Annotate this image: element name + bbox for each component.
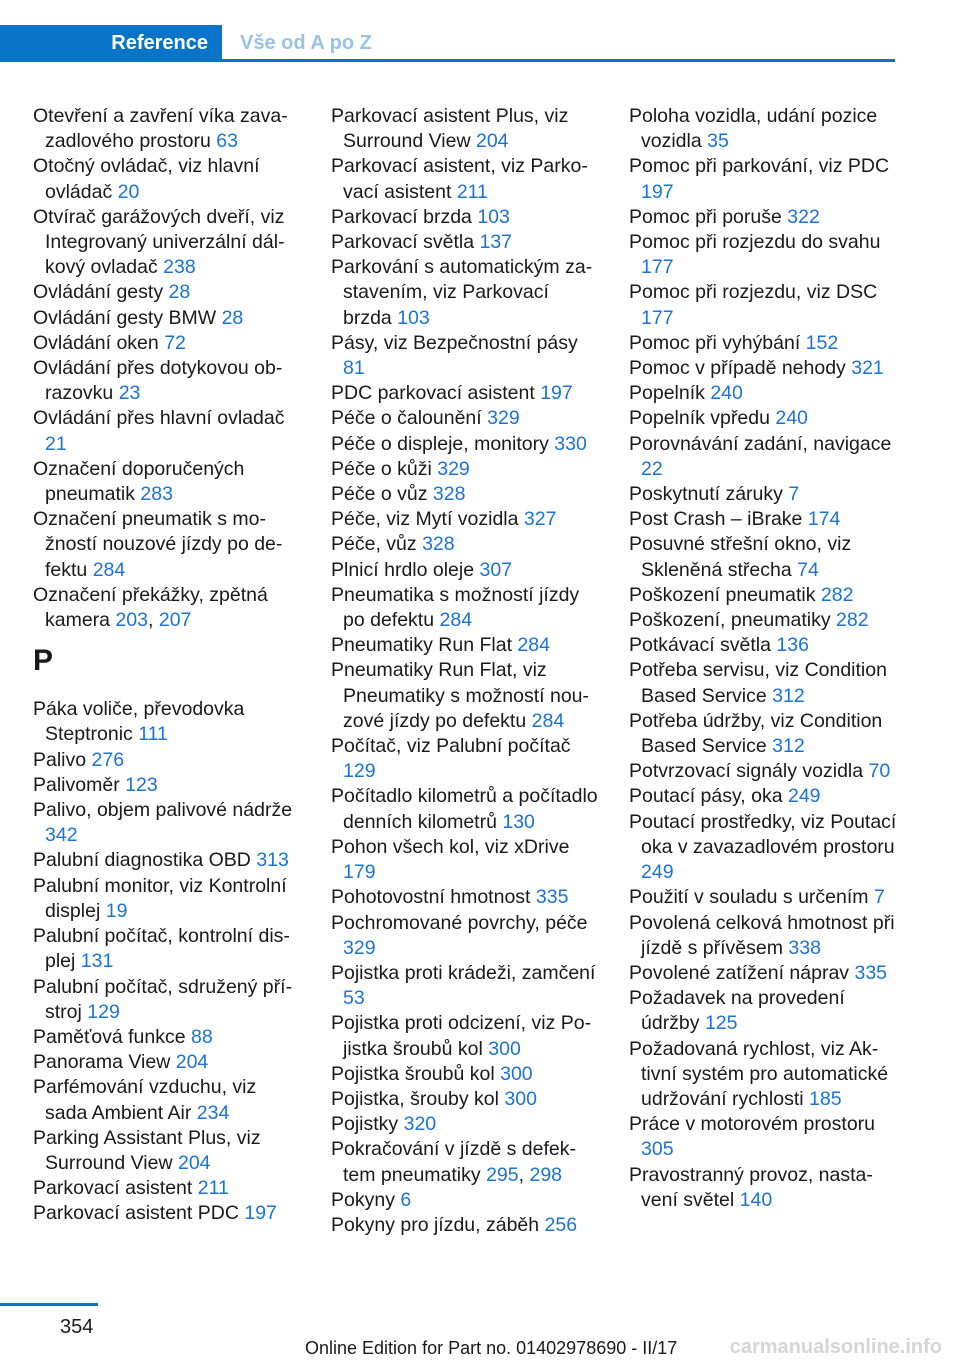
index-entry	[629, 280, 899, 330]
index-entry-term: Pojistka šroubů kol	[331, 1062, 495, 1085]
index-entry-term: Povolené zatížení náprav	[629, 961, 850, 984]
page-link[interactable]: 328	[422, 533, 455, 556]
index-entry	[629, 532, 899, 582]
index-entry-term: Otočný ovládač, viz hlavní ovládač	[33, 155, 260, 203]
page-link[interactable]: 136	[776, 634, 809, 657]
index-entry	[331, 507, 599, 532]
index-entry-term: Pomoc v případě nehody	[629, 357, 846, 380]
index-entry-term: Paměťová funkce	[33, 1025, 186, 1048]
index-entry	[331, 911, 599, 961]
page-link[interactable]: 342	[45, 824, 78, 847]
index-entry	[331, 381, 599, 406]
page-link[interactable]: 249	[641, 861, 674, 884]
index-entry	[33, 154, 301, 204]
index-entry-term: Pneumatiky Run Flat	[331, 634, 512, 657]
index-entry-term: Označení překážky, zpětná kamera	[33, 583, 268, 632]
index-entry	[629, 583, 899, 608]
page-link[interactable]: 152	[805, 331, 839, 354]
page-link[interactable]: 295	[486, 1163, 519, 1186]
index-entry	[331, 1112, 599, 1137]
index-entry	[331, 154, 599, 204]
index-entry	[629, 482, 899, 507]
index-entry-term: Počítadlo kilometrů a počítadlo denních kilometrů	[331, 785, 598, 833]
index-entry-term: Palivo, objem palivové nádrže	[33, 799, 293, 822]
page-link[interactable]: 203	[115, 609, 148, 632]
page-link[interactable]: 307	[479, 558, 513, 581]
index-entry	[331, 532, 599, 557]
page-link[interactable]: 28	[221, 306, 244, 329]
index-entry	[331, 633, 599, 658]
index-entry	[629, 230, 899, 280]
index-entry	[629, 1037, 899, 1113]
page-link[interactable]: 140	[739, 1188, 773, 1211]
index-entry	[331, 230, 599, 255]
page-link[interactable]: 338	[788, 936, 821, 959]
page-link[interactable]: 177	[641, 256, 674, 279]
index-entry	[629, 810, 899, 886]
index-entry	[331, 1011, 599, 1061]
tab-a-to-z[interactable]: Vše od A po Z	[240, 32, 372, 54]
page-link[interactable]: 282	[836, 609, 869, 632]
page-link[interactable]: 256	[544, 1213, 578, 1236]
index-entry-term: Otvírač garážových dveří, viz Integrovaný univerzální dálkový ovladač	[33, 205, 285, 279]
index-entry-term: Poškození, pneumatiky	[629, 609, 831, 632]
index-column-1	[33, 104, 301, 1227]
index-entry	[331, 1213, 599, 1238]
index-entry-term: Parkovací asistent	[33, 1177, 193, 1200]
index-entry	[33, 975, 301, 1025]
index-entry	[331, 432, 599, 457]
page-link[interactable]: 240	[775, 407, 808, 430]
index-entry	[331, 961, 599, 1011]
index-entry	[629, 1163, 899, 1213]
page-link[interactable]: 283	[140, 483, 173, 506]
index-entry	[33, 1075, 301, 1125]
index-entry-term: Poutací prostředky, viz Poutací oka v zavazadlovém prostoru	[629, 810, 897, 858]
index-entry-term: Péče o čalounění	[331, 407, 482, 430]
index-entry	[33, 1126, 301, 1176]
index-entry-term: Požadavek na provedení údržby	[629, 987, 845, 1035]
index-entry	[331, 205, 599, 230]
page-link[interactable]: 322	[787, 205, 820, 228]
index-entry	[33, 697, 301, 747]
index-entry-term: Označení doporučených pneumatik	[33, 457, 245, 506]
tab-reference[interactable]: Reference	[0, 25, 222, 62]
page-link[interactable]: 204	[175, 1051, 209, 1074]
index-entry	[331, 1087, 599, 1112]
index-entry-term: Palubní počítač, sdružený přístroj	[33, 975, 293, 1023]
index-entry	[33, 205, 301, 281]
page-link[interactable]: 207	[158, 609, 192, 632]
index-entry-term: Ovládání přes hlavní ovladač	[33, 407, 285, 430]
page-link[interactable]: 21	[45, 432, 67, 455]
index-entry-term: Palivo	[33, 748, 87, 771]
index-entry	[629, 658, 899, 708]
page-link[interactable]: 313	[256, 849, 289, 872]
page-link[interactable]: 174	[807, 508, 841, 531]
page-link[interactable]: 19	[105, 899, 128, 922]
index-entry	[331, 104, 599, 154]
page-link[interactable]: 129	[87, 1000, 120, 1023]
index-entry-term: Palivoměr	[33, 773, 120, 796]
page-link[interactable]: 300	[500, 1062, 533, 1085]
index-entry-term: Post Crash – iBrake	[629, 508, 803, 531]
index-entry-term: Parkovací světla	[331, 231, 475, 254]
index-entry-term: Pomoc při rozjezdu do svahu	[629, 231, 881, 254]
index-entry	[33, 1050, 301, 1075]
index-entry-term: Posuvné střešní okno, viz Skleněná střecha	[629, 533, 852, 581]
page-link[interactable]: 234	[196, 1101, 230, 1124]
index-entry-term: Parkovací brzda	[331, 205, 472, 228]
index-entry-term: Péče, viz Mytí vozidla	[331, 508, 519, 531]
page-link[interactable]: 125	[704, 1012, 738, 1035]
index-entry-term: Pomoc při rozjezdu, viz DSC	[629, 281, 878, 304]
index-entry-term: Otevření a zavření víka zavazadlového prostoru	[33, 105, 288, 153]
page-link[interactable]: 328	[432, 483, 466, 506]
index-entry	[629, 759, 899, 784]
index-entry-term: Poskytnutí záruky	[629, 483, 783, 506]
index-entry	[331, 482, 599, 507]
footer-accent-line	[0, 1303, 98, 1306]
page-link[interactable]: 74	[797, 558, 819, 581]
page-link[interactable]: 23	[118, 382, 141, 405]
index-entry	[33, 507, 301, 583]
page-link[interactable]: 6	[400, 1188, 412, 1211]
page-link[interactable]: 282	[820, 583, 854, 606]
page-link[interactable]: 329	[487, 407, 520, 430]
index-entry-term: Poutací pásy, oka	[629, 785, 783, 808]
index-entry	[33, 798, 301, 848]
index-entry	[629, 986, 899, 1036]
page-link[interactable]: 312	[772, 735, 805, 758]
page-link[interactable]: 330	[554, 432, 587, 455]
index-entry-term: Pochromované povrchy, péče	[331, 911, 588, 934]
page-link[interactable]: 276	[91, 748, 125, 771]
page-link[interactable]: 284	[531, 709, 565, 732]
index-entry-term: Péče, vůz	[331, 533, 417, 556]
page-link[interactable]: 335	[854, 961, 888, 984]
index-entry-term: Pojistka proti krádeži, zamčení	[331, 961, 596, 984]
index-entry	[33, 1201, 301, 1226]
index-entry-term: Potvrzovací signály vozidla	[629, 760, 864, 783]
index-entry-term: Péče o displeje, monitory	[331, 432, 549, 455]
index-entry-term: Ovládání gesty BMW	[33, 306, 217, 329]
index-entry	[33, 773, 301, 798]
index-entry-term: Požadovaná rychlost, viz Aktivní systém pro automatické udržování rychlosti	[629, 1037, 889, 1110]
page-link[interactable]: 22	[641, 457, 663, 480]
index-entry: Označení překážky, zpětná kamera 203, 207	[33, 583, 268, 632]
index-entry	[331, 1062, 599, 1087]
page-link[interactable]: 179	[343, 861, 376, 884]
index-entry-term: Parkovací asistent, viz Parkovací asistent	[331, 155, 588, 203]
page-link[interactable]: 284	[92, 558, 126, 581]
page-link[interactable]: 129	[343, 760, 376, 783]
page-link[interactable]: 329	[437, 457, 470, 480]
page-link[interactable]: 197	[540, 382, 573, 405]
index-entry	[331, 558, 599, 583]
index-entry-term: Péče o kůži	[331, 457, 432, 480]
index-entry-term: Parkování s automatickým zastavením, viz Parkovací brzda	[331, 256, 593, 329]
index-entry-term: Označení pneumatik s možností nouzové jízdy po defektu	[33, 508, 283, 581]
index-entry-term: Palubní monitor, viz Kontrolní displej	[33, 874, 287, 922]
index-entry	[331, 734, 599, 784]
index-entry-term: Potkávací světla	[629, 634, 771, 657]
index-entry-term: Pokračování v jízdě s defektem pneumatiky	[331, 1138, 576, 1186]
page-link[interactable]: 197	[641, 180, 674, 203]
index-entry	[331, 406, 599, 431]
index-entry	[629, 154, 899, 204]
page-link[interactable]: 103	[397, 306, 430, 329]
index-entry	[331, 331, 599, 381]
index-entry-term: PDC parkovací asistent	[331, 382, 535, 405]
index-entry	[331, 457, 599, 482]
index-entry	[629, 406, 899, 431]
page-link[interactable]: 70	[868, 760, 891, 783]
index-entry-term: Páka voliče, převodovka Steptronic	[33, 698, 245, 746]
index-entry-term: Pohon všech kol, viz xDrive	[331, 835, 570, 858]
index-entry-term: Palubní počítač, kontrolní displej	[33, 925, 290, 973]
index-entry-term: Pojistka, šrouby kol	[331, 1087, 499, 1110]
index-entry-term: Palubní diagnostika OBD	[33, 849, 251, 872]
index-entry-term: Parking Assistant Plus, viz Surround View	[33, 1126, 261, 1174]
index-column-2	[331, 104, 599, 1238]
index-entry	[33, 280, 301, 305]
index-entry-term: Pokyny pro jízdu, záběh	[331, 1213, 540, 1236]
index-entry-term: Pojistka proti odcizení, viz Pojistka šroubů kol	[331, 1012, 592, 1060]
index-entry-term: Panorama View	[33, 1051, 171, 1074]
index-entry	[629, 432, 899, 482]
index-entry	[33, 306, 301, 331]
page-link[interactable]: 177	[641, 306, 674, 329]
page-link[interactable]: 53	[343, 987, 365, 1010]
index-entry-term: Parkovací asistent PDC	[33, 1202, 239, 1225]
index-entry	[629, 784, 899, 809]
index-entry: Pokračování v jízdě s defektem pneumatiky 295, 298	[331, 1138, 576, 1186]
page-link[interactable]: 329	[343, 936, 376, 959]
index-entry-term: Pohotovostní hmotnost	[331, 886, 531, 909]
index-entry-term: Povolená celková hmotnost při jízdě s přívěsem	[629, 911, 895, 959]
index-entry	[629, 1112, 899, 1162]
index-entry-term: Parfémování vzduchu, viz sada Ambient Air	[33, 1076, 257, 1124]
index-entry-term: Popelník	[629, 382, 705, 405]
index-entry-term: Popelník vpředu	[629, 407, 770, 430]
index-entry	[33, 874, 301, 924]
index-entry	[33, 406, 301, 456]
page-link[interactable]: 20	[117, 180, 140, 203]
page-link[interactable]: 298	[529, 1163, 563, 1186]
index-entry-term: Počítač, viz Palubní počítač	[331, 735, 571, 758]
page-link[interactable]: 197	[244, 1202, 277, 1225]
page-link[interactable]: 300	[488, 1037, 521, 1060]
page-number: 354	[60, 1316, 94, 1338]
index-entry	[33, 1025, 301, 1050]
index-entry-term: Použití v souladu s určením	[629, 886, 869, 909]
index-entry	[33, 104, 301, 154]
index-entry	[33, 848, 301, 873]
page-link[interactable]: 63	[216, 130, 238, 153]
index-entry-term: Ovládání přes dotykovou obrazovku	[33, 357, 283, 405]
index-entry	[629, 104, 899, 154]
page-link[interactable]: 72	[164, 331, 186, 354]
page-link[interactable]: 185	[809, 1087, 842, 1110]
index-entry	[629, 356, 899, 381]
index-entry-term: Potřeba servisu, viz Condition Based Service	[629, 659, 887, 707]
index-entry	[33, 748, 301, 773]
index-entry-term: Porovnávání zadání, navigace	[629, 432, 892, 455]
page-link[interactable]: 284	[439, 609, 473, 632]
page-link[interactable]: 211	[197, 1177, 229, 1200]
index-entry-term: Poloha vozidla, udání pozice vozidla	[629, 105, 878, 153]
page-link[interactable]: 35	[707, 130, 729, 153]
page-link[interactable]: 204	[177, 1151, 211, 1174]
index-entry-term: Práce v motorovém prostoru	[629, 1113, 876, 1136]
index-entry	[331, 835, 599, 885]
page-link[interactable]: 137	[479, 231, 513, 254]
page-link[interactable]: 335	[535, 886, 569, 909]
watermark: carmanualsonline.info	[729, 1336, 942, 1358]
page-link[interactable]: 7	[788, 483, 800, 506]
header-bar	[0, 0, 960, 62]
page-link[interactable]: 131	[80, 950, 114, 973]
page-link[interactable]: 327	[523, 508, 557, 531]
index-entry	[331, 583, 599, 633]
index-entry	[629, 911, 899, 961]
index-entry-term: Pojistky	[331, 1113, 399, 1136]
index-entry	[629, 205, 899, 230]
index-entry	[331, 1188, 599, 1213]
page-link[interactable]: 81	[343, 357, 365, 380]
index-column-3	[629, 104, 899, 1213]
index-entry	[331, 658, 599, 734]
index-entry	[629, 507, 899, 532]
index-entry-term: Pneumatika s možností jízdy po defektu	[331, 583, 580, 632]
index-entry	[33, 356, 301, 406]
index-entry-term: Pásy, viz Bezpečnostní pásy	[331, 331, 578, 354]
index-entry-term: Pomoc při parkování, viz PDC	[629, 155, 890, 178]
edition-note: Online Edition for Part no. 01402978690 - II/17	[305, 1338, 678, 1358]
index-entry	[33, 331, 301, 356]
index-entry-term: Pokyny	[331, 1188, 395, 1211]
index-entry	[629, 709, 899, 759]
index-entry-term: Potřeba údržby, viz Condition Based Service	[629, 709, 883, 758]
page-link[interactable]: 28	[168, 281, 191, 304]
page-link[interactable]: 249	[787, 785, 821, 808]
index-entry	[629, 608, 899, 633]
index-entry-term: Pomoc při poruše	[629, 205, 782, 228]
index-entry	[331, 885, 599, 910]
page-link[interactable]: 240	[710, 382, 743, 405]
index-entry-term: Plnicí hrdlo oleje	[331, 558, 475, 581]
section-heading: P	[33, 644, 54, 678]
page-link[interactable]: 300	[504, 1087, 537, 1110]
index-entry	[331, 255, 599, 331]
index-entry-term: Pneumatiky Run Flat, viz Pneumatiky s možností nouzové jízdy po defektu	[331, 659, 590, 732]
index-entry	[629, 885, 899, 910]
page-link[interactable]: 211	[456, 180, 488, 203]
index-entry	[33, 1176, 301, 1201]
page-link[interactable]: 312	[772, 684, 805, 707]
page-link[interactable]: 111	[138, 723, 168, 746]
index-entry	[331, 784, 599, 834]
index-entry	[629, 633, 899, 658]
page-link[interactable]: 103	[477, 205, 510, 228]
index-entry	[33, 924, 301, 974]
page-link[interactable]: 321	[851, 357, 884, 380]
index-entry-term: Parkovací asistent Plus, viz Surround View	[331, 105, 569, 153]
page-link[interactable]: 88	[191, 1025, 213, 1048]
page-link[interactable]: 123	[125, 773, 158, 796]
index-entry-term: Ovládání oken	[33, 331, 159, 354]
index-entry	[629, 331, 899, 356]
page-link[interactable]: 320	[403, 1113, 437, 1136]
index-entry-term: Ovládání gesty	[33, 281, 164, 304]
index-entry	[629, 381, 899, 406]
page-link[interactable]: 7	[873, 886, 885, 909]
header-underline	[222, 59, 895, 62]
page-link[interactable]: 130	[502, 810, 535, 833]
index-entry-term: Poškození pneumatik	[629, 583, 816, 606]
index-entry-term: Pravostranný provoz, nastavení světel	[629, 1163, 873, 1211]
page-link[interactable]: 305	[641, 1138, 674, 1161]
index-entry-term: Pomoc při vyhýbání	[629, 331, 801, 354]
index-entry	[629, 961, 899, 986]
index-entry	[33, 457, 301, 507]
page-link[interactable]: 204	[475, 130, 509, 153]
page-link[interactable]: 238	[163, 256, 196, 279]
index-entry-term: Péče o vůz	[331, 483, 428, 506]
page-link[interactable]: 284	[517, 634, 550, 657]
